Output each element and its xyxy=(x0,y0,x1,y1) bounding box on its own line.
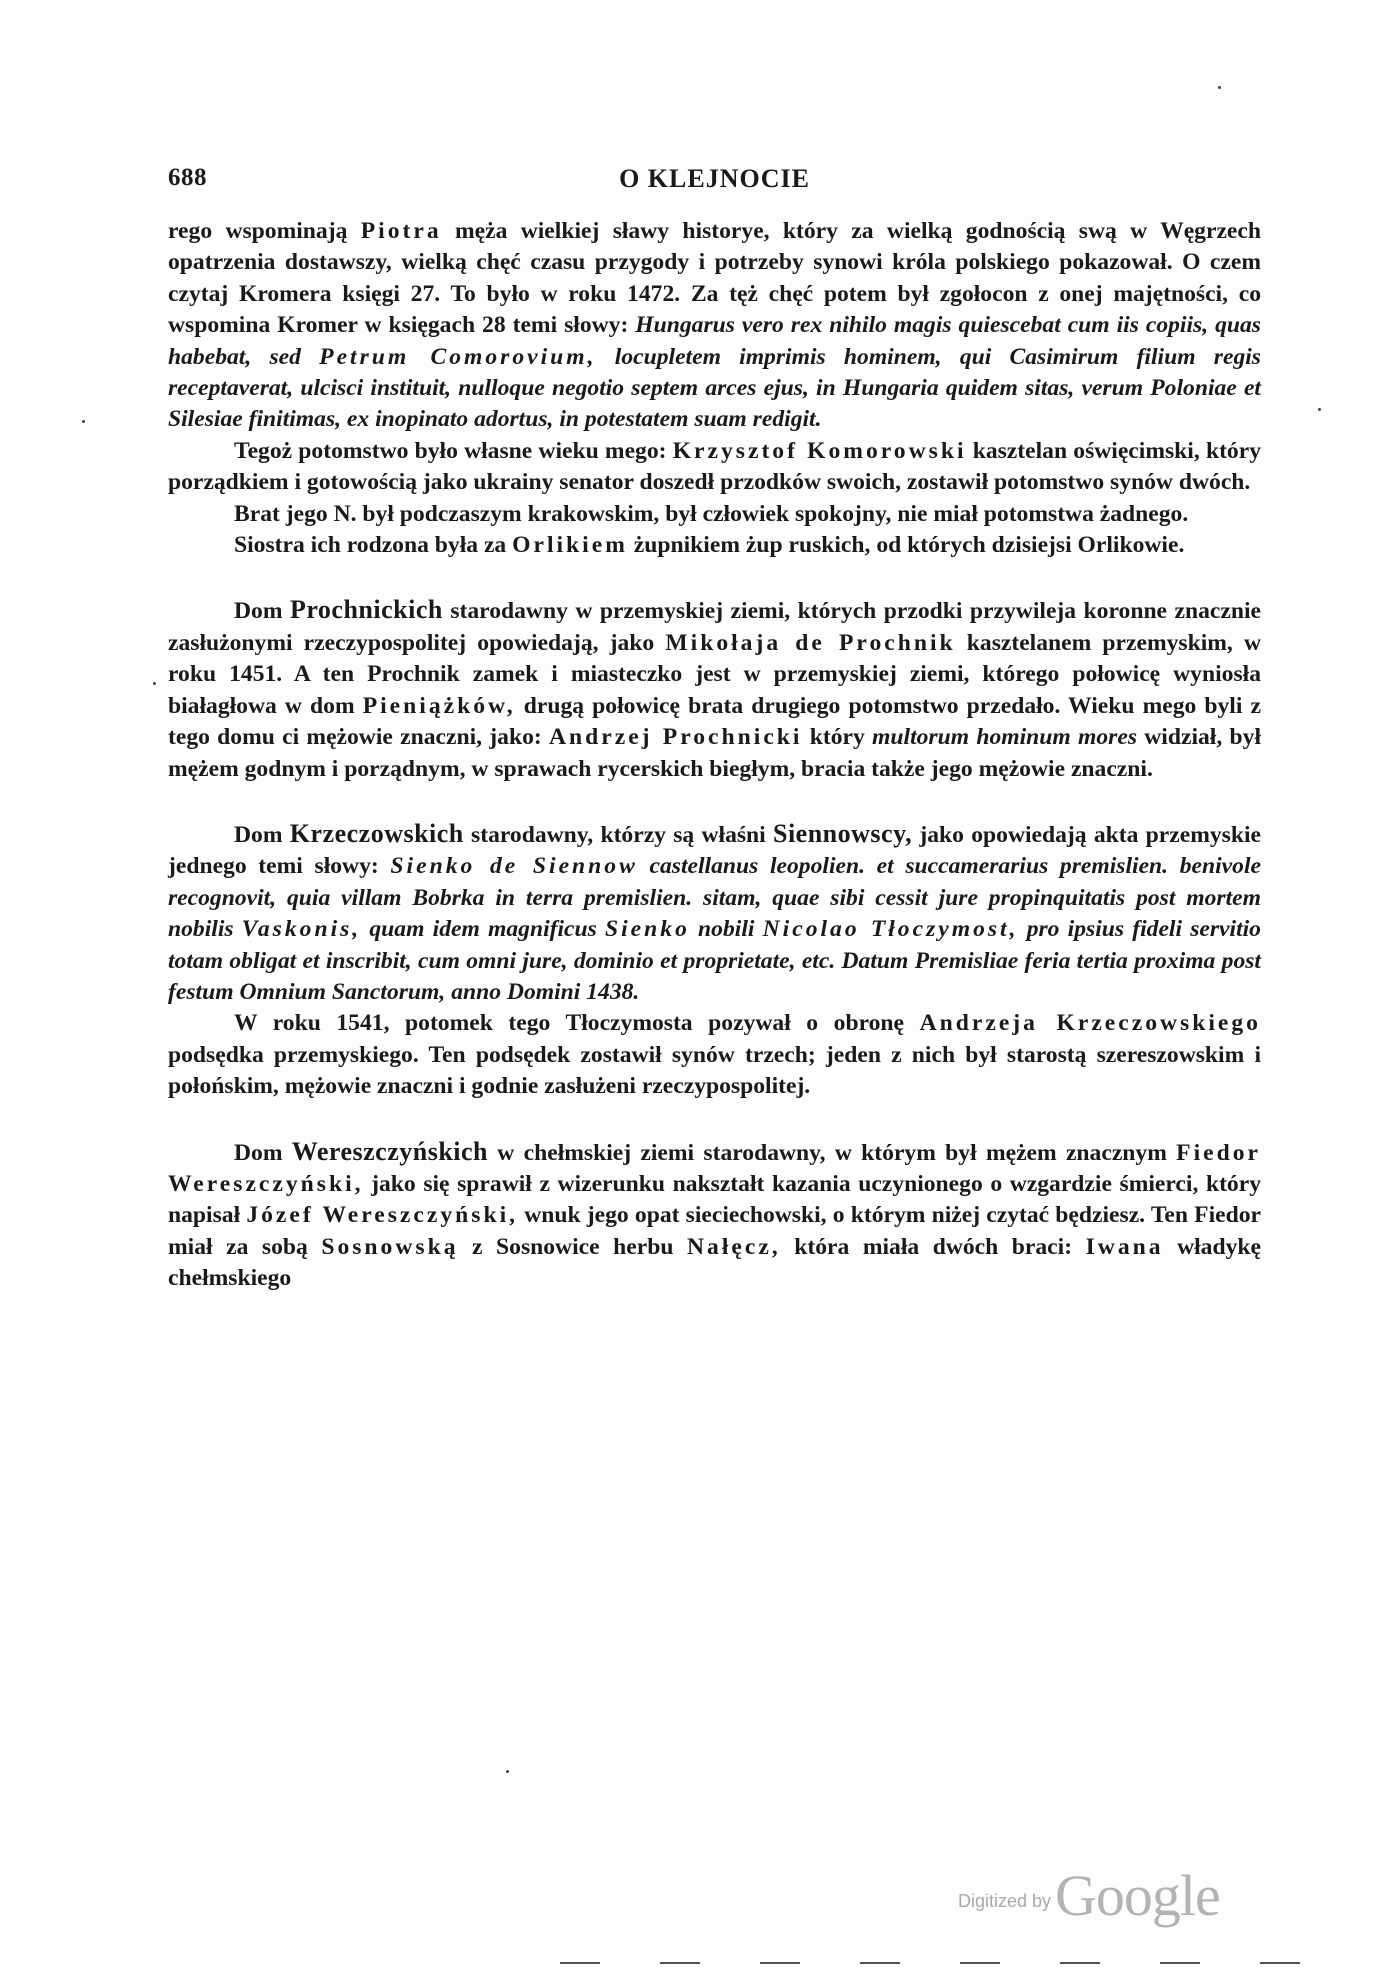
latin-quote: multorum hominum mores xyxy=(872,724,1138,751)
person-name: Orlikiem xyxy=(512,532,628,559)
google-logo: Google xyxy=(1055,1863,1220,1928)
latin-quote: pro ipsius fideli servitio totam obligat et inscribit, cum omni jure, dominio et proprietate, etc. Datum Premisliae feria tertia proxima post festum Omnium Sanctorum, anno Domini 1438. xyxy=(168,916,1261,1005)
person-name: Iwana xyxy=(1085,1233,1164,1260)
person-name: Sienko de Siennow xyxy=(390,853,638,880)
house-name: Siennowscy, xyxy=(772,818,913,848)
page-header xyxy=(168,160,1261,200)
text-span: widział, był mężem godnym i porządnym, w sprawach rycerskich biegłym, bracia także jego mężowie znaczni. xyxy=(168,724,1261,782)
house-name: Prochnickich xyxy=(289,595,443,625)
body-text xyxy=(168,216,1261,1295)
text-span: Tegoż potomstwo było własne wieku mego: xyxy=(234,437,673,464)
text-span: żupnikiem żup ruskich, od których dzisiejsi Orlikowie. xyxy=(627,532,1185,559)
scan-speck xyxy=(153,682,156,685)
text-span: Siostra ich rodzona była za xyxy=(234,532,513,559)
paragraph-sister xyxy=(168,530,1261,561)
text-span: Dom xyxy=(234,598,290,625)
person-name: Andrzeja Krzeczowskiego xyxy=(919,1010,1261,1037)
bottom-scan-edge xyxy=(560,1962,1360,1964)
text-span: rego wspominają xyxy=(168,218,361,244)
paragraph-wereszczynskich xyxy=(168,1136,1261,1295)
text-span: kasztelanem przemyskim, w roku 1451. A ten Prochnik zamek i miasteczko jest w przemyskiej ziemi, którego połowicę wyniosła białagłowa w dom xyxy=(168,629,1261,719)
digitized-by-google-watermark xyxy=(958,1862,1220,1929)
person-name: Fiedor Wereszczyński, xyxy=(168,1139,1262,1197)
text-span: kasztelan oświęcimski, który porządkiem i gotowością jako ukrainy senator doszedł przodków swoich, zostawił potomstwo synów dwóch. xyxy=(168,437,1261,496)
house-name: Krzeczowskich xyxy=(289,818,464,848)
person-name: Andrzej Prochnicki xyxy=(548,724,803,751)
text-span: jako się sprawił z wizerunku nakształt kazania uczynionego o wzgardzie śmierci, który napisał xyxy=(168,1170,1261,1229)
person-name: Krzysztof Komorowski xyxy=(672,437,967,464)
person-name: Józef Wereszczyński, xyxy=(246,1202,519,1229)
text-span: w chełmskiej ziemi starodawny, w którym był mężem znacznym xyxy=(488,1139,1177,1166)
running-title: O KLEJNOCIE xyxy=(619,164,810,193)
text-span: podsędka przemyskiego. Ten podsędek zostawił synów trzech; jeden z nich był starostą szereszowskim i połońskim, mężowie znaczni i godnie zasłużeni rzeczypospolitej. xyxy=(168,1041,1261,1100)
person-name: Mikołaja de Prochnik xyxy=(665,629,956,656)
latin-quote: locupletem imprimis hominem, qui Casimirum filium regis receptaverat, ulcisci instituit, nulloque negotio septem arces ejus, in Hungaria quidem sitas, verum Poloniae et Silesiae finitimas, ex inopinato adortus, in potestatem suam redigit. xyxy=(168,343,1261,433)
paragraph-tloczymost xyxy=(168,1008,1261,1102)
paragraph-piotr-komorowski xyxy=(168,216,1261,436)
text-span: Dom xyxy=(234,821,290,848)
latin-quote: quam idem magnificus xyxy=(361,916,605,943)
text-span: drugą połowicę brata drugiego potomstwo przedało. Wieku mego byli z tego domu ci mężowie znaczni, jako: xyxy=(168,692,1261,751)
text-span: Dom xyxy=(234,1139,292,1166)
scan-speck xyxy=(82,420,85,423)
page-number: 688 xyxy=(168,164,207,191)
paragraph-krzeczowskich xyxy=(168,818,1261,1008)
text-span: który xyxy=(802,724,873,751)
text-span: wnuk jego opat sieciechowski, o którym niżej czytać będziesz. Ten Fiedor miał za sobą xyxy=(168,1202,1262,1260)
scan-speck xyxy=(1318,408,1321,411)
paragraph-prochnickich xyxy=(168,594,1261,784)
paragraph-brother: Brat jego N. był podczaszym krakowskim, był człowiek spokojny, nie miał potomstwa żadnego. xyxy=(234,500,1189,527)
latin-quote: nobili xyxy=(689,916,763,943)
person-name: Pieniążków, xyxy=(362,692,516,719)
latin-quote: castellanus leopolien. et succamerarius premislien. benivole recognovit, quia villam Bobrka in terra premislien. sitam, quae sibi cessit jure propinquitatis post mortem nobilis xyxy=(168,853,1261,943)
person-name: Nicolao Tłoczymost, xyxy=(762,916,1019,943)
person-name: Piotra xyxy=(360,218,442,244)
text-span: władykę chełmskiego xyxy=(168,1233,1261,1292)
text-span: która miała dwóch braci: xyxy=(780,1233,1086,1260)
paragraph-krzysztof-komorowski xyxy=(168,436,1261,499)
house-name: Wereszczyńskich xyxy=(291,1136,489,1166)
person-name: Sienko xyxy=(605,916,690,943)
text-span: męża wielkiej sławy historye, który za wielką godnością swą w Węgrzech opatrzenia dostawszy, wielką chęć czasu przygody i potrzeby synowi króla polskiego pokazował. O czem czytaj Kromera księgi 27. To było w roku 1472. Za tęż chęć potem był zgołocon z onej majętności, co wspomina Kromer w księgach 28 temi słowy: xyxy=(168,218,1261,339)
person-name: Petrum Comorovium, xyxy=(319,343,597,370)
text-span: z Sosnowice herbu xyxy=(458,1233,687,1260)
scan-speck xyxy=(506,1770,509,1773)
text-span: starodawny, którzy są właśni xyxy=(463,821,773,848)
text-span: starodawny w przemyskiej ziemi, których przodki przywileja koronne znacznie zasłużonymi rzeczypospolitej opowiedają, jako xyxy=(168,598,1262,656)
text-span: W roku 1541, potomek tego Tłoczymosta pozywał o obronę xyxy=(234,1010,920,1037)
person-name: Vaskonis, xyxy=(241,916,362,943)
text-span: jako opowiedają akta przemyskie jednego temi słowy: xyxy=(168,821,1262,880)
person-name: Sosnowską xyxy=(321,1233,459,1260)
latin-quote: Hungarus vero rex nihilo magis quiescebat cum iis copiis, quas habebat, sed xyxy=(168,312,1261,370)
watermark-prefix: Digitized by xyxy=(958,1891,1052,1911)
person-name: Nałęcz, xyxy=(686,1233,781,1260)
scan-speck xyxy=(1218,86,1221,89)
